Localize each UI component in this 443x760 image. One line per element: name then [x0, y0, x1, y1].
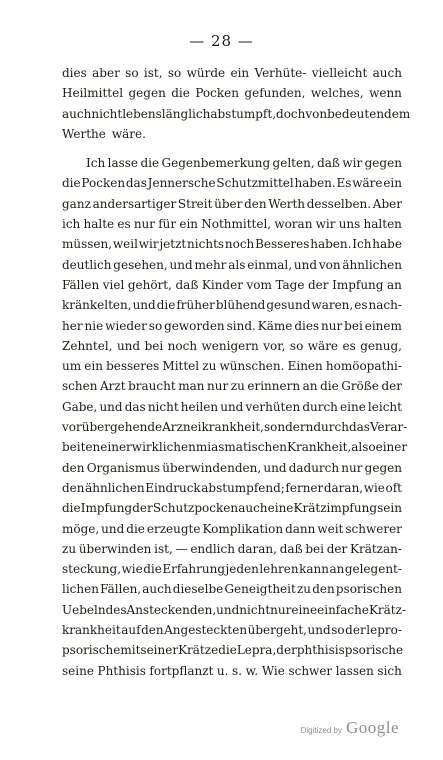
- word: würde: [186, 66, 226, 80]
- word: Komplikation: [202, 521, 284, 536]
- word: schen: [62, 379, 98, 394]
- word: der: [132, 501, 153, 516]
- word: braucht: [128, 379, 176, 394]
- word: sein: [377, 501, 402, 516]
- word: Impfung: [80, 501, 133, 516]
- text-line: [62, 481, 402, 501]
- word: fortpflanzt: [149, 663, 214, 678]
- word: wirklichen: [131, 440, 196, 455]
- word: einer: [100, 440, 132, 455]
- text-line: [62, 298, 402, 318]
- word: nichts: [187, 237, 225, 252]
- word: Schutzpocken: [152, 501, 239, 516]
- word: die: [62, 501, 81, 516]
- word: der: [276, 643, 297, 658]
- word: welches,: [310, 86, 364, 101]
- word: nur: [133, 217, 156, 232]
- word: gelten,: [272, 156, 315, 171]
- word: es: [354, 298, 368, 313]
- word: endlich: [190, 541, 235, 556]
- word: einer: [375, 440, 408, 455]
- word: kränkelten,: [62, 298, 132, 313]
- digitized-by-watermark: [301, 718, 399, 738]
- word: wie: [363, 480, 385, 495]
- word: so: [289, 338, 304, 353]
- word: Verhüte-: [254, 66, 307, 80]
- text-line: [62, 623, 402, 643]
- word: vor,: [263, 338, 286, 353]
- word: bei: [144, 338, 164, 353]
- word: also: [351, 440, 376, 455]
- word: psorischen: [335, 582, 402, 597]
- word: bei: [344, 318, 363, 333]
- word: heilen: [180, 399, 219, 414]
- word: krankheit: [62, 623, 121, 638]
- word: Schutzmittel: [216, 176, 294, 191]
- word: Eindruck: [145, 480, 201, 495]
- word: bei: [305, 541, 324, 556]
- word: verhüten: [245, 399, 301, 414]
- word: nur: [341, 460, 363, 475]
- word: doch: [276, 106, 306, 121]
- word: Ansteckenden,: [126, 602, 217, 617]
- word: jeden: [225, 562, 259, 577]
- word: die: [171, 86, 190, 101]
- word: zu: [296, 582, 312, 597]
- word: wäre.: [111, 126, 146, 141]
- word: Verar-: [369, 420, 408, 435]
- word: Ich: [86, 156, 106, 171]
- word: so: [125, 66, 139, 80]
- word: wenigern: [201, 338, 259, 353]
- word: möge,: [62, 521, 100, 536]
- word: eine: [340, 399, 366, 414]
- word: die: [62, 176, 81, 191]
- word: ähnlichen: [342, 257, 402, 272]
- word: der: [345, 623, 366, 638]
- word: noch: [224, 237, 255, 252]
- text-line: [62, 501, 402, 521]
- word: kann: [299, 562, 329, 577]
- word: die: [126, 521, 145, 536]
- word: es: [342, 338, 356, 353]
- word: habe: [372, 237, 402, 252]
- word: miasmatischen: [195, 440, 288, 455]
- word: nach-: [368, 298, 402, 313]
- word: ferner: [285, 480, 324, 495]
- word: seiner: [140, 643, 179, 658]
- word: Heilmittel: [62, 86, 124, 101]
- word: an: [302, 379, 318, 394]
- word: Mittel: [162, 359, 200, 374]
- word: daran,: [323, 480, 364, 495]
- word: Nothmittel,: [201, 217, 272, 232]
- word: nur: [321, 318, 343, 333]
- word: schwerer: [345, 521, 402, 536]
- word: den: [62, 460, 85, 475]
- word: eine: [267, 501, 294, 516]
- page-header: [0, 32, 443, 50]
- word: des: [105, 602, 127, 617]
- text-line: [62, 319, 402, 339]
- word: s.: [232, 663, 243, 678]
- word: den: [312, 582, 335, 597]
- word: lebenslänglich: [122, 106, 211, 121]
- word: über: [214, 196, 243, 211]
- text-line: [62, 176, 402, 196]
- word: Krätzan-: [350, 541, 402, 556]
- word: Krätze: [178, 643, 219, 658]
- word: wünschen.: [219, 359, 285, 374]
- word: Wie: [261, 663, 285, 678]
- text-line: [62, 420, 408, 440]
- word: nur: [207, 379, 229, 394]
- word: und: [220, 399, 244, 414]
- word: gesehen,: [113, 257, 168, 272]
- word: ist,: [154, 541, 173, 556]
- word: dann: [285, 521, 316, 536]
- word: und: [169, 257, 193, 272]
- text-line: [62, 217, 402, 237]
- word: erzeugte: [146, 521, 201, 536]
- word: steckung,: [62, 562, 122, 577]
- word: auch: [372, 66, 402, 80]
- word: zu: [62, 541, 77, 556]
- word: und: [132, 298, 156, 313]
- word: Phthisis: [97, 663, 146, 678]
- word: zu: [230, 379, 245, 394]
- word: gelegent-: [344, 562, 402, 577]
- word: Krätz-: [368, 602, 407, 617]
- word: der: [381, 379, 402, 394]
- word: es: [117, 217, 131, 232]
- word: deutlich: [62, 257, 112, 272]
- word: —: [175, 541, 188, 556]
- word: Tage: [275, 277, 305, 292]
- word: früher: [176, 298, 215, 313]
- word: Krätzimpfung: [293, 501, 377, 516]
- word: ich: [62, 217, 81, 232]
- word: Fällen: [62, 277, 100, 292]
- word: noch: [167, 338, 198, 353]
- word: Pocken: [81, 176, 126, 191]
- word: ein: [230, 66, 250, 80]
- word: leicht: [367, 399, 402, 414]
- word: den: [141, 623, 164, 638]
- word: haben.: [310, 237, 352, 252]
- word: lepro-: [366, 623, 402, 638]
- word: viel: [102, 277, 125, 292]
- word: aber: [92, 66, 120, 80]
- word: wäre: [307, 338, 339, 353]
- word: lichen: [62, 582, 99, 597]
- word: das: [124, 399, 146, 414]
- digitized-by-label: Digitized by: [300, 726, 342, 735]
- word: Werthe: [62, 126, 106, 141]
- word: andersartiger: [92, 196, 177, 211]
- word: und: [216, 602, 240, 617]
- word: so: [148, 318, 163, 333]
- word: schwer: [288, 663, 333, 678]
- word: Krankheit,: [287, 440, 352, 455]
- body-text: [62, 66, 411, 684]
- text-line: [62, 400, 402, 420]
- word: wir: [342, 156, 363, 171]
- word: Käme: [257, 318, 293, 333]
- word: ist,: [143, 66, 163, 80]
- word: homöopathi-: [325, 359, 402, 374]
- word: sondern: [263, 420, 314, 435]
- word: Arzt: [99, 379, 126, 394]
- word: dadurch: [288, 460, 340, 475]
- word: als: [228, 257, 246, 272]
- word: genug,: [360, 338, 402, 353]
- word: gesund: [266, 298, 311, 313]
- word: weil: [112, 237, 138, 252]
- word: w.: [245, 663, 259, 678]
- word: abstumpft,: [210, 106, 277, 121]
- word: lasse: [107, 156, 139, 171]
- word: Erfahrung: [162, 562, 226, 577]
- word: eine: [291, 602, 318, 617]
- word: die: [218, 643, 237, 658]
- word: und: [293, 257, 318, 272]
- word: nur: [270, 602, 292, 617]
- text-line: [62, 461, 402, 481]
- word: wenn: [369, 86, 402, 101]
- word: gegen: [364, 156, 402, 171]
- word: gegen: [128, 86, 166, 101]
- word: und: [99, 399, 123, 414]
- word: an: [329, 562, 345, 577]
- word: lehren: [259, 562, 299, 577]
- word: Organismus: [86, 460, 161, 475]
- word: daß: [317, 156, 340, 171]
- word: Streit: [177, 196, 213, 211]
- word: phthisispsorische: [296, 643, 404, 658]
- word: überwindenden,: [162, 460, 262, 475]
- word: an: [387, 277, 402, 292]
- word: von: [318, 257, 341, 272]
- word: Es: [336, 176, 352, 191]
- word: auch: [238, 501, 268, 516]
- word: um: [62, 359, 82, 374]
- word: zu: [202, 359, 217, 374]
- page-number: — 28 —: [189, 32, 254, 50]
- word: Einen: [287, 359, 323, 374]
- word: abstumpfend;: [201, 480, 285, 495]
- word: ein: [84, 359, 103, 374]
- word: Zehntel,: [62, 338, 113, 353]
- word: der: [308, 277, 329, 292]
- word: vielleicht: [311, 66, 368, 80]
- word: mit: [120, 643, 141, 658]
- word: dies: [62, 66, 87, 80]
- text-line: [62, 106, 411, 127]
- word: den: [244, 196, 267, 211]
- word: seine: [62, 663, 94, 678]
- word: geworden: [164, 318, 225, 333]
- word: ähnlichen: [85, 480, 145, 495]
- text-line: [62, 258, 402, 278]
- word: die: [140, 156, 160, 171]
- word: u.: [216, 663, 229, 678]
- word: sind.: [226, 318, 256, 333]
- word: die: [156, 298, 176, 313]
- word: und: [263, 460, 287, 475]
- word: lassen: [335, 663, 374, 678]
- word: daran,: [237, 541, 277, 556]
- word: das: [125, 176, 147, 191]
- word: einmal,: [247, 257, 293, 272]
- word: besseres: [106, 359, 160, 374]
- word: dieselbe: [172, 582, 224, 597]
- word: auf: [121, 623, 141, 638]
- word: beiten: [62, 440, 101, 455]
- word: man: [178, 379, 205, 394]
- word: Gabe,: [62, 399, 98, 414]
- text-line: [62, 542, 402, 562]
- word: daß: [279, 541, 303, 556]
- word: daß: [175, 277, 199, 292]
- word: bedeutendem: [327, 106, 411, 121]
- word: wir: [138, 237, 159, 252]
- word: müssen,: [62, 237, 113, 252]
- word: einem: [364, 318, 402, 333]
- text-line: [62, 66, 402, 86]
- word: die: [143, 562, 162, 577]
- word: Geneigtheit: [224, 582, 296, 597]
- text-line: [62, 127, 402, 147]
- word: Kinder: [201, 277, 243, 292]
- word: uns: [338, 217, 361, 232]
- word: Werth: [268, 196, 306, 211]
- word: und: [116, 338, 141, 353]
- word: übergeht,: [247, 623, 307, 638]
- text-line: [62, 379, 402, 399]
- word: durch: [313, 420, 349, 435]
- word: ganz: [62, 196, 91, 211]
- word: halte: [83, 217, 115, 232]
- word: die: [320, 379, 339, 394]
- word: sich: [377, 663, 402, 678]
- word: nicht: [147, 399, 179, 414]
- word: waren,: [311, 298, 354, 313]
- text-line: [62, 562, 402, 582]
- google-logo-text: Google: [345, 718, 399, 737]
- text-line: [62, 582, 402, 602]
- word: blühend: [215, 298, 266, 313]
- word: wir: [315, 217, 336, 232]
- word: Ich: [352, 237, 372, 252]
- word: der: [326, 541, 348, 556]
- word: durch: [302, 399, 338, 414]
- word: auch: [62, 106, 92, 121]
- word: Jennersche: [147, 176, 216, 191]
- word: oft: [385, 480, 402, 495]
- word: so: [331, 623, 345, 638]
- text-line: [62, 197, 402, 217]
- text-line: [62, 359, 402, 379]
- word: mehr: [194, 257, 227, 272]
- word: dies: [294, 318, 320, 333]
- word: ein: [383, 176, 402, 191]
- word: her: [62, 318, 83, 333]
- word: das: [348, 420, 370, 435]
- word: gehört,: [127, 277, 172, 292]
- word: Impfung: [332, 277, 384, 292]
- text-line: [62, 86, 402, 106]
- word: nicht: [239, 602, 271, 617]
- word: woran: [274, 217, 313, 232]
- word: haben.: [294, 176, 336, 191]
- word: auch: [142, 582, 172, 597]
- text-line: [62, 156, 402, 176]
- word: Fällen,: [100, 582, 142, 597]
- word: Aber: [372, 196, 402, 211]
- word: von: [305, 106, 328, 121]
- word: Gegenbemerkung: [161, 156, 271, 171]
- word: halten: [363, 217, 402, 232]
- word: Lepra,: [236, 643, 277, 658]
- text-line: [62, 664, 402, 684]
- word: weit: [317, 521, 344, 536]
- word: für: [158, 217, 177, 232]
- text-line: [62, 602, 407, 623]
- text-line: [62, 440, 408, 460]
- word: Größe: [341, 379, 379, 394]
- word: Pocken: [195, 86, 239, 101]
- word: überwinden: [78, 541, 152, 556]
- text-line: [62, 522, 402, 542]
- word: nicht: [91, 106, 123, 121]
- word: erinnern: [247, 379, 301, 394]
- word: nie: [84, 318, 104, 333]
- word: Arzneikrankheit,: [162, 420, 264, 435]
- word: jetzt: [159, 237, 187, 252]
- word: den: [62, 480, 85, 495]
- text-line: [62, 278, 402, 298]
- word: desselben.: [306, 196, 372, 211]
- word: gefunden,: [244, 86, 306, 101]
- word: psorische: [62, 643, 121, 658]
- word: Uebeln: [62, 602, 106, 617]
- text-line: [62, 237, 402, 257]
- word: und: [307, 623, 331, 638]
- word: und: [101, 521, 125, 536]
- word: vorübergehende: [62, 420, 163, 435]
- word: gegen: [364, 460, 402, 475]
- word: einfache: [317, 602, 369, 617]
- text-line: [62, 643, 402, 663]
- word: wieder: [105, 318, 147, 333]
- word: Angesteckten: [164, 623, 248, 638]
- text-line: [62, 339, 402, 359]
- word: wäre: [352, 176, 383, 191]
- word: wie: [121, 562, 143, 577]
- word: ein: [179, 217, 199, 232]
- word: Besseres: [255, 237, 310, 252]
- word: so: [167, 66, 182, 80]
- word: vom: [246, 277, 272, 292]
